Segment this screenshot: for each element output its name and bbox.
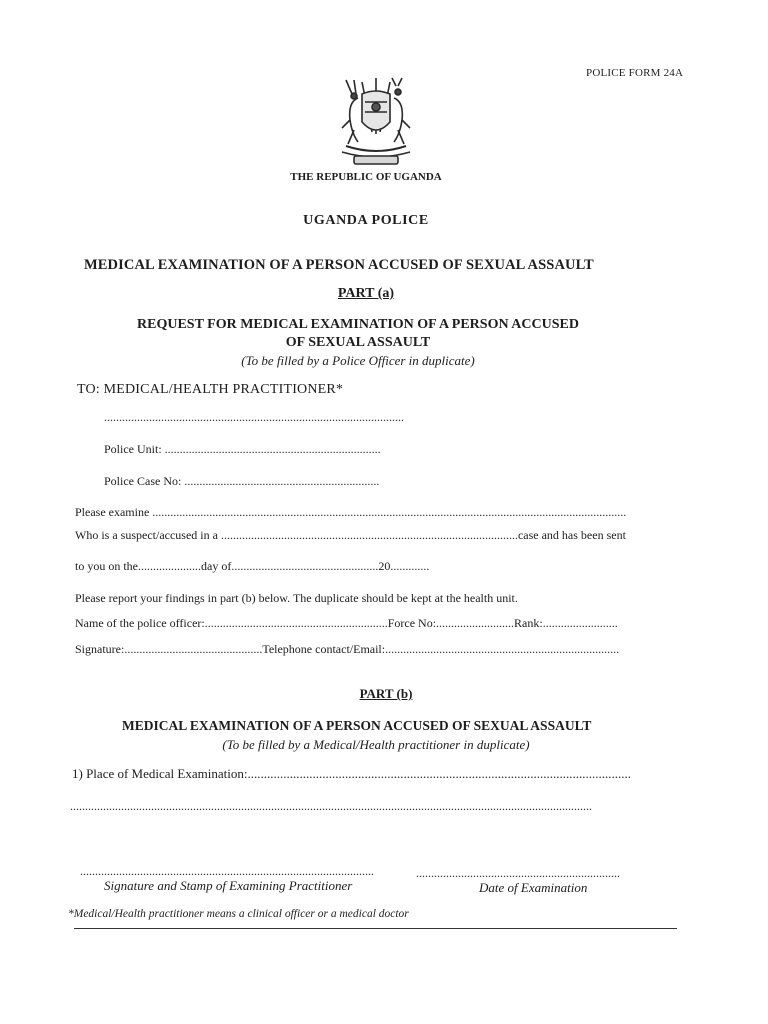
request-title-line1: REQUEST FOR MEDICAL EXAMINATION OF A PERSON ACCUSED: [137, 317, 579, 332]
practitioner-signature-field[interactable]: ..................................................................................................: [80, 864, 374, 878]
suspect-case-field[interactable]: Who is a suspect/accused in a ...................................................................................................case and has been sent: [75, 528, 626, 542]
footnote: *Medical/Health practitioner means a clinical officer or a medical doctor: [68, 908, 409, 920]
republic-heading: THE REPUBLIC OF UGANDA: [290, 171, 442, 183]
part-b-heading: PART (b): [359, 686, 413, 701]
form-number: POLICE FORM 24A: [586, 67, 684, 79]
uganda-coat-of-arms-icon: [328, 72, 424, 168]
please-examine-field[interactable]: Please examine ..............................................................................................................................................................: [75, 505, 627, 519]
examination-date-field[interactable]: ....................................................................: [416, 866, 620, 880]
part-a-heading: PART (a): [337, 286, 395, 301]
report-instruction: Please report your findings in part (b) below. The duplicate should be kept at the health unit.: [75, 591, 518, 605]
signature-stamp-label: Signature and Stamp of Examining Practitioner: [104, 878, 353, 893]
addressee-blank-field[interactable]: ....................................................................................................: [104, 410, 404, 424]
agency-heading: UGANDA POLICE: [303, 213, 429, 228]
addressee-line: TO: MEDICAL/HEALTH PRACTITIONER*: [77, 382, 344, 397]
place-of-examination-field[interactable]: 1) Place of Medical Examination:......................................................................................................................: [72, 766, 631, 781]
officer-details-field[interactable]: Name of the police officer:.............................................................Force No:..........................Rank:.........................: [75, 616, 618, 630]
part-a-instruction: (To be filled by a Police Officer in duplicate): [241, 353, 475, 368]
referral-date-field[interactable]: to you on the.....................day of.................................................20.............: [75, 559, 430, 573]
part-b-title: MEDICAL EXAMINATION OF A PERSON ACCUSED OF SEXUAL ASSAULT: [122, 718, 592, 733]
police-unit-field[interactable]: Police Unit: ........................................................................: [104, 442, 381, 456]
form-title: MEDICAL EXAMINATION OF A PERSON ACCUSED OF SEXUAL ASSAULT: [84, 257, 594, 273]
police-case-no-field[interactable]: Police Case No: .................................................................: [104, 474, 380, 488]
examination-date-label: Date of Examination: [479, 880, 588, 895]
place-of-examination-continued[interactable]: ..............................................................................................................................................................................: [70, 799, 592, 813]
footnote-divider: [74, 928, 677, 929]
request-title-line2: OF SEXUAL ASSAULT: [285, 335, 431, 350]
officer-signature-field[interactable]: Signature:..............................................Telephone contact/Email:..............................................................................: [75, 642, 620, 656]
part-b-instruction: (To be filled by a Medical/Health practitioner in duplicate): [222, 737, 530, 752]
